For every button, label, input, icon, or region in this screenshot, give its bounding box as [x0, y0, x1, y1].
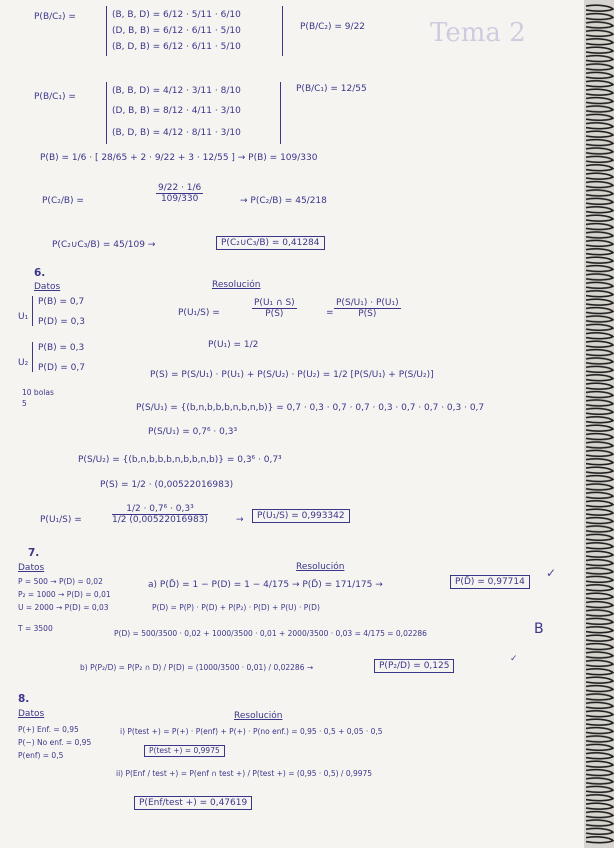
q6-l1-num-2: P(S/U₁) · P(U₁)	[336, 298, 399, 308]
q6-l8-num: 1/2 · 0,7⁶ · 0,3³	[112, 504, 208, 515]
block1-brace-right	[282, 6, 283, 56]
q6-l7: P(S) = 1/2 · (0,00522016983)	[100, 480, 234, 490]
q7-data-3: U = 2000 → P(D) = 0,03	[18, 603, 109, 612]
q8-datos: Datos	[18, 709, 45, 719]
q8-data-3: P(enf) = 0,5	[18, 751, 64, 760]
q8-data-2: P(−) No enf. = 0,95	[18, 738, 92, 747]
q7-margin-mark: B	[534, 621, 544, 637]
q6-u1-pb: P(B) = 0,7	[38, 297, 85, 307]
q7-b-result-box: P(P₂/D) = 0,125	[374, 659, 454, 673]
block1-brace	[106, 6, 107, 56]
pc2-result: → P(C₂/B) = 45/218	[240, 196, 327, 206]
block1-row-3: (B, D, B) = 6/12 · 6/11 · 5/10	[112, 42, 241, 52]
q8-data-1: P(+) Enf. = 0,95	[18, 725, 79, 734]
q8-i-line: i) P(test +) = P(+) · P(enf) + P(+) · P(no enf.) = 0,95 · 0,5 + 0,05 · 0,5	[120, 727, 383, 736]
watermark-text: Tema 2	[430, 18, 526, 48]
q8-ii-line: ii) P(Enf / test +) = P(enf ∩ test +) / P(test +) = (0,95 · 0,5) / 0,9975	[116, 769, 373, 778]
q8-resolucion: Resolución	[234, 711, 283, 721]
q6-note-2: 5	[22, 399, 27, 408]
block1-row-1: (B, B, D) = 6/12 · 5/11 · 6/10	[112, 10, 241, 20]
q6-u1-label: U₁	[18, 312, 29, 322]
q6-result-box: P(U₁/S) = 0,993342	[252, 509, 350, 523]
block1-row-2: (D, B, B) = 6/12 · 6/11 · 5/10	[112, 26, 241, 36]
q6-u1-brace	[32, 296, 33, 326]
q6-l8-fraction	[112, 504, 208, 525]
block2-brace-right	[280, 82, 281, 144]
q6-l8-lhs: P(U₁/S) =	[40, 515, 82, 525]
checkmark-icon-2: ✓	[510, 654, 518, 664]
q7-data-2: P₂ = 1000 → P(D) = 0,01	[18, 590, 111, 599]
q6-l1-den-1: P(S)	[265, 309, 284, 319]
q7-datos: Datos	[18, 563, 45, 573]
q7-resolucion: Resolución	[296, 562, 345, 572]
q7-number: 7.	[28, 547, 40, 559]
q7-data-4: T = 3500	[18, 624, 53, 633]
q7-data-1: P = 500 → P(D) = 0,02	[18, 577, 103, 586]
spiral-binding	[584, 4, 614, 844]
q7-pd-calc: P(D) = 500/3500 · 0,02 + 1000/3500 · 0,01 + 2000/3500 · 0,03 = 4/175 = 0,02286	[114, 629, 427, 638]
q6-note-1: 10 bolas	[22, 388, 54, 397]
pc2-denominator: 109/330	[160, 194, 199, 204]
q6-l3: P(S) = P(S/U₁) · P(U₁) + P(S/U₂) · P(U₂) = 1/2 [P(S/U₁) + P(S/U₂)]	[150, 370, 434, 380]
q6-l2: P(U₁) = 1/2	[208, 340, 259, 350]
q7-a-line: a) P(D̄) = 1 − P(D) = 1 − 4/175 → P(D̄) = 171/175 →	[148, 580, 383, 590]
q6-l1-fraction-1	[252, 298, 297, 319]
q6-u2-brace	[32, 342, 33, 372]
block2-row-1: (B, B, D) = 4/12 · 3/11 · 8/10	[112, 86, 241, 96]
block1-lhs: P(B/C₂) =	[34, 12, 76, 22]
q6-l1-den-2: P(S)	[358, 309, 377, 319]
q7-a-result-box: P(D̄) = 0,97714	[450, 575, 530, 589]
q6-u2-label: U₂	[18, 358, 29, 368]
q6-number: 6.	[34, 267, 46, 279]
pc2-fraction	[156, 183, 203, 204]
q6-l6: P(S/U₂) = {(b,n,b,b,b,n,b,b,n,b)} = 0,3⁶ · 0,7³	[78, 455, 282, 465]
pc2-numerator: 9/22 · 1/6	[158, 183, 202, 193]
q6-u1-pd: P(D) = 0,3	[38, 317, 85, 327]
q8-number: 8.	[18, 693, 30, 705]
block2-row-2: (D, B, B) = 8/12 · 4/11 · 3/10	[112, 106, 241, 116]
block2-brace	[106, 82, 107, 144]
block2-result: P(B/C₁) = 12/55	[296, 84, 367, 94]
q6-l8-den: 1/2 (0,00522016983)	[112, 515, 208, 525]
q6-u2-pb: P(B) = 0,3	[38, 343, 85, 353]
union-result-box: P(C₂∪C₃/B) = 0,41284	[216, 236, 325, 250]
q7-pd-line: P(D) = P(P) · P(D) + P(P₂) · P(D) + P(U) · P(D)	[152, 603, 320, 612]
checkmark-icon: ✓	[546, 566, 557, 580]
q8-ii-result-box: P(Enf/test +) = 0,47619	[134, 796, 252, 810]
q6-l1-num-1: P(U₁ ∩ S)	[254, 298, 295, 308]
q6-l1-fraction-2	[334, 298, 401, 319]
q6-u2-pd: P(D) = 0,7	[38, 363, 85, 373]
q7-b-line: b) P(P₂/D) = P(P₂ ∩ D) / P(D) = (1000/3500 · 0,01) / 0,02286 →	[80, 663, 314, 672]
q6-resolucion: Resolución	[212, 280, 261, 290]
block2-row-3: (B, D, B) = 4/12 · 8/11 · 3/10	[112, 128, 241, 138]
block2-lhs: P(B/C₁) =	[34, 92, 76, 102]
block1-result: P(B/C₂) = 9/22	[300, 22, 366, 32]
q6-datos: Datos	[34, 282, 61, 292]
pb-line: P(B) = 1/6 · [ 28/65 + 2 · 9/22 + 3 · 12/55 ] → P(B) = 109/330	[40, 153, 318, 163]
q6-l5: P(S/U₁) = 0,7⁶ · 0,3³	[148, 427, 238, 437]
q6-l1-lhs: P(U₁/S) =	[178, 308, 220, 318]
q8-i-result-box: P(test +) = 0,9975	[144, 745, 225, 757]
q6-l4: P(S/U₁) = {(b,n,b,b,b,n,b,n,b)} = 0,7 · 0,3 · 0,7 · 0,7 · 0,3 · 0,7 · 0,7 · 0,3 · 0,7	[136, 403, 485, 413]
pc2-lhs: P(C₂/B) =	[42, 196, 84, 206]
union-lhs: P(C₂∪C₃/B) = 45/109 →	[52, 240, 156, 250]
